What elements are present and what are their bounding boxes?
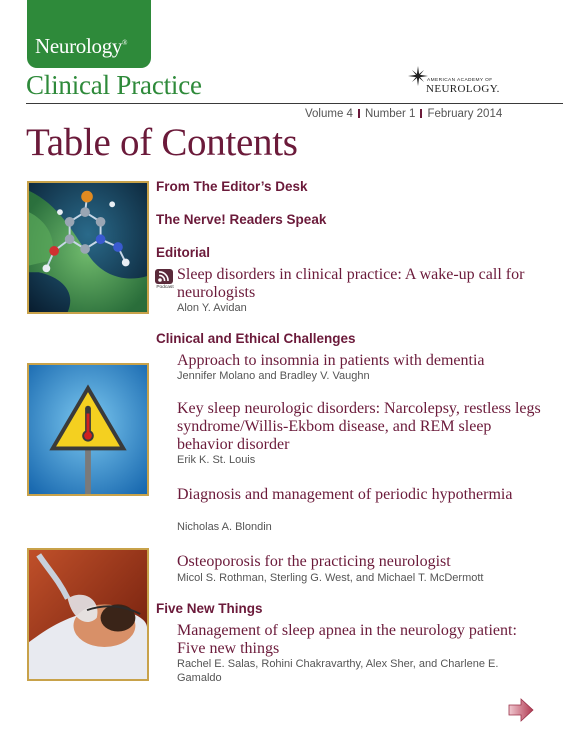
aan-big-text: NEUROLOGY. <box>426 83 500 95</box>
issue-number: Number 1 <box>364 108 416 120</box>
rss-icon <box>155 269 173 284</box>
separator <box>420 109 422 118</box>
aan-star-icon <box>408 66 428 86</box>
article-title[interactable]: Diagnosis and management of periodic hypothermia <box>177 486 513 503</box>
hypothermia-warning-image <box>27 363 149 496</box>
page-title: Table of Contents <box>26 121 298 164</box>
section-five-new-things: Five New Things <box>156 601 263 616</box>
article-authors: Micol S. Rothman, Sterling G. West, and Michael T. McDermott <box>177 572 484 584</box>
header-divider <box>26 103 563 104</box>
section-readers-speak[interactable]: The Nerve! Readers Speak <box>156 212 327 227</box>
article-authors: Jennifer Molano and Bradley V. Vaughn <box>177 370 370 382</box>
podcast-icon[interactable] <box>155 269 175 291</box>
issue-date: February 2014 <box>427 108 503 120</box>
section-editors-desk[interactable]: From The Editor’s Desk <box>156 179 308 194</box>
article-title[interactable]: Sleep disorders in clinical practice: A wake-up call for neurologists <box>177 266 525 301</box>
issue-volume: Volume 4 <box>305 108 353 120</box>
aan-logo <box>408 66 518 96</box>
section-clinical-ethical: Clinical and Ethical Challenges <box>156 331 356 346</box>
issue-info <box>305 108 502 120</box>
journal-subtitle: Clinical Practice <box>26 70 202 100</box>
article-title[interactable]: Osteoporosis for the practicing neurologist <box>177 553 451 570</box>
article-title[interactable]: Management of sleep apnea in the neurology patient: Five new things <box>177 622 517 657</box>
article-authors: Rachel E. Salas, Rohini Chakravarthy, Alex Sher, and Charlene E. Gamaldo <box>177 658 499 684</box>
neurology-logo <box>27 0 151 68</box>
article-authors: Nicholas A. Blondin <box>177 521 272 533</box>
separator <box>358 109 360 118</box>
section-editorial: Editorial <box>156 245 211 260</box>
podcast-label: Podcast <box>156 285 174 290</box>
molecule-image <box>27 181 149 314</box>
article-authors: Alon Y. Avidan <box>177 302 247 314</box>
aan-small-text: AMERICAN ACADEMY OF <box>427 78 493 83</box>
sleep-apnea-patient-image <box>27 548 149 681</box>
article-title[interactable]: Approach to insomnia in patients with dementia <box>177 352 485 369</box>
article-title[interactable]: Key sleep neurologic disorders: Narcolepsy, restless legs syndrome/Willis-Ekbom disease, and REM sleep behavior disorder <box>177 400 541 453</box>
brand-name: Neurology® <box>35 34 128 58</box>
next-page-arrow-icon[interactable] <box>508 698 534 722</box>
article-authors: Erik K. St. Louis <box>177 454 256 466</box>
